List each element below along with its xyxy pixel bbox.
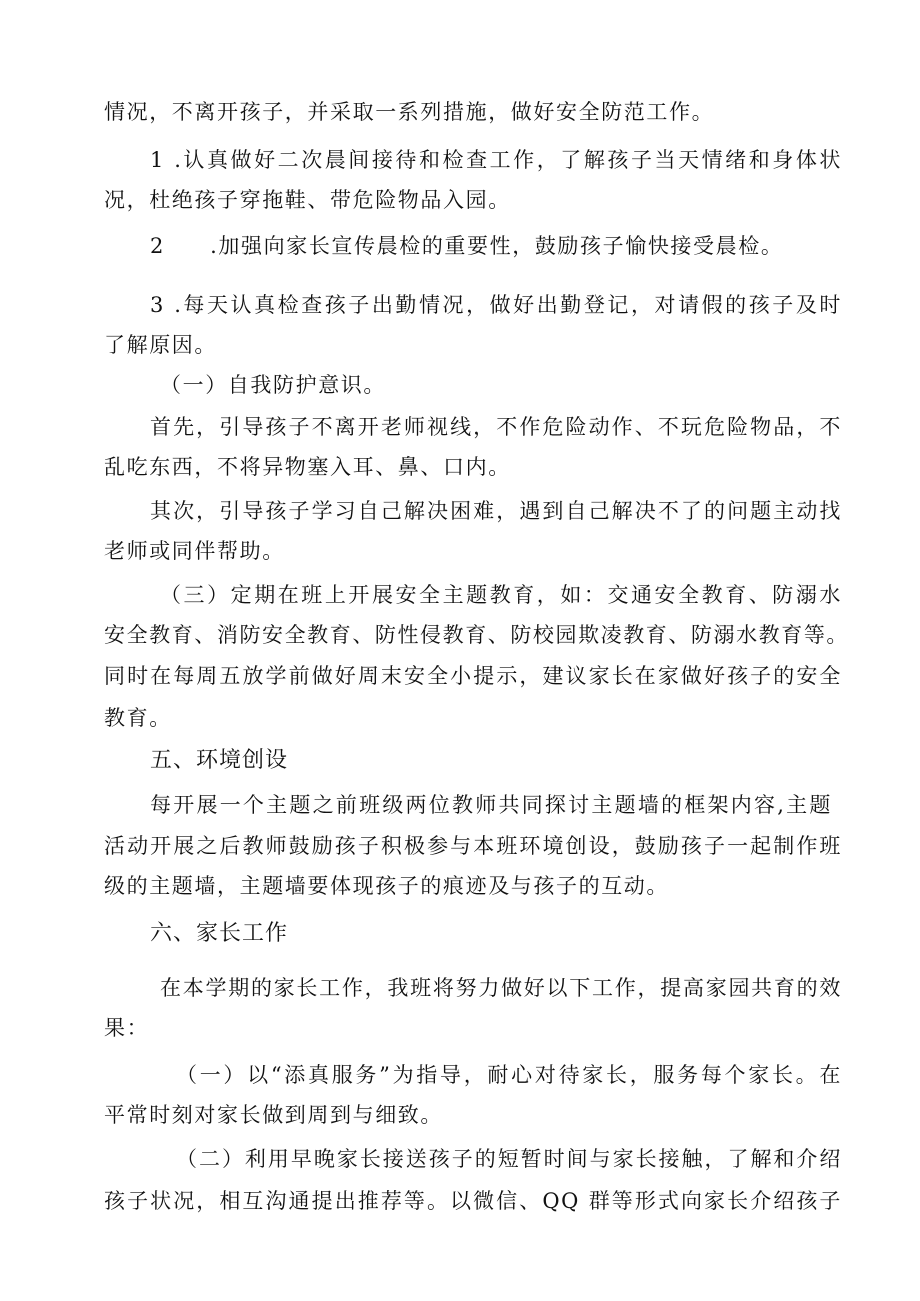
paragraph-line: （二）利用早晚家长接送孩子的短暂时间与家长接触，了解和介绍 — [176, 1147, 842, 1171]
paragraph-line: 首先，引导孩子不离开老师视线，不作危险动作、不玩危险物品，不 — [150, 415, 842, 439]
paragraph-line: 级的主题墙，主题墙要体现孩子的痕迹及与孩子的互动。 — [104, 874, 669, 898]
paragraph-line: 况，杜绝孩子穿拖鞋、带危险物品入园。 — [104, 188, 511, 212]
paragraph-line: 教育。 — [104, 706, 172, 730]
paragraph-line: 同时在每周五放学前做好周末安全小提示，建议家长在家做好孩子的安全 — [104, 664, 842, 688]
paragraph-line: 乱吃东西，不将异物塞入耳、鼻、口内。 — [104, 455, 511, 479]
paragraph-line: 老师或同伴帮助。 — [104, 539, 285, 563]
paragraph-line: 情况，不离开孩子，并采取一系列措施，做好安全防范工作。 — [104, 100, 715, 124]
paragraph-line: 活动开展之后教师鼓励孩子积极参与本班环境创设，鼓励孩子一起制作班 — [104, 834, 842, 858]
paragraph-line: 安全教育、消防安全教育、防性侵教育、防校园欺凌教育、防溺水教育等。 — [104, 623, 848, 647]
paragraph-line: 在本学期的家长工作，我班将努力做好以下工作，提高家园共育的效 — [160, 976, 842, 1000]
paragraph-line: 每开展一个主题之前班级两位教师共同探讨主题墙的框架内容,主题 — [150, 793, 832, 817]
paragraph-line: 了解原因。 — [104, 333, 217, 357]
paragraph-line: 平常时刻对家长做到周到与细致。 — [104, 1103, 443, 1127]
paragraph-line: 果： — [104, 1016, 150, 1040]
section-subheading: （一）自我防护意识。 — [160, 373, 386, 397]
section-heading: 六、家长工作 — [150, 921, 289, 946]
paragraph-line: 1 .认真做好二次晨间接待和检查工作，了解孩子当天情绪和身体状 — [150, 148, 842, 172]
paragraph-line: 3 .每天认真检查孩子出勤情况，做好出勤登记，对请假的孩子及时 — [150, 293, 842, 317]
paragraph-line: （一）以“添真服务”为指导，耐心对待家长，服务每个家长。在 — [176, 1063, 842, 1087]
paragraph-line: 孩子状况，相互沟通提出推荐等。以微信、QQ 群等形式向家长介绍孩子 — [104, 1189, 842, 1213]
paragraph-line: 其次，引导孩子学习自己解决困难，遇到自己解决不了的问题主动找 — [150, 499, 842, 523]
section-heading: 五、环境创设 — [150, 748, 289, 773]
paragraph-line: （三）定期在班上开展安全主题教育，如：交通安全教育、防溺水 — [160, 583, 842, 607]
paragraph-line: 2 .加强向家长宣传晨检的重要性，鼓励孩子愉快接受晨检。 — [150, 234, 784, 258]
